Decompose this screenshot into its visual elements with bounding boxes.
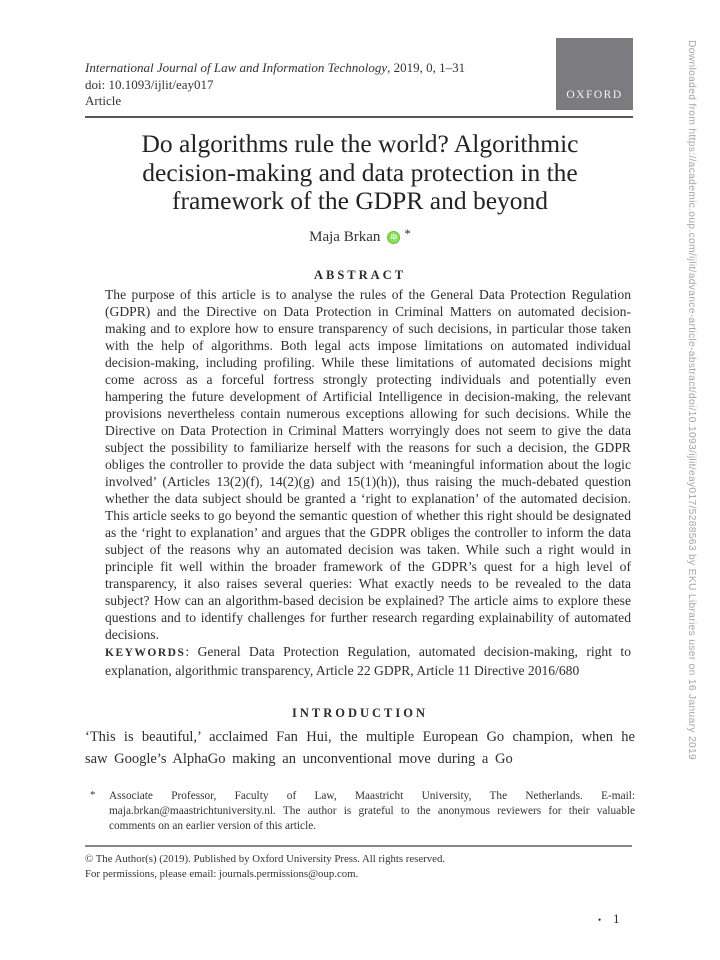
permissions-line: For permissions, please email: journals.permissions@oup.com. (85, 868, 359, 880)
journal-citation-line (85, 60, 465, 77)
keywords-text: : General Data Protection Regulation, automated decision-making, right to explanation, algorithmic transparency, Article 22 GDPR, Article 11 Directive 2016/680 (105, 644, 631, 678)
page-number-value: 1 (613, 912, 620, 926)
copyright-line: © The Author(s) (2019). Published by Oxford University Press. All rights reserved. (85, 853, 446, 865)
keywords-label: KEYWORDS (105, 647, 186, 659)
journal-header (85, 60, 465, 110)
abstract-block (105, 286, 631, 679)
abstract-heading: ABSTRACT (313, 268, 407, 282)
article-title: Do algorithms rule the world? Algorithmic decision-making and data protection in the framework of the GDPR and beyond (141, 129, 579, 215)
author-footnote (90, 789, 635, 833)
page-number (598, 912, 619, 927)
imprint-divider (85, 845, 632, 847)
journal-issue-info: , 2019, 0, 1–31 (387, 60, 466, 75)
keywords-line (105, 643, 631, 679)
abstract-text: The purpose of this article is to analyse the rules of the General Data Protection Regulation (GDPR) and the Directive on Data Protection in Criminal Matters on automated decision-making and to explore how to ensure transparency of such decisions, in particular those taken with the help of algorithms. Both legal acts impose limitations on automated individual decision-making, including profiling. While these limitations of automated decisions might come across as a forceful fortress strongly protecting individuals and potentially even hampering the future development of Artificial Intelligence in decision-making, the relevant provisions nevertheless contain numerous exceptions allowing for such decisions. While the Directive on Data Protection in Criminal Matters worryingly does not seem to give the data subject the possibility to familiarize herself with the reasons for such a decision, the GDPR obliges the controller to provide the data subject with ‘meaningful information about the logic involved’ (Articles 13(2)(f), 14(2)(g) and 15(1)(h)), thus raising the much-debated question whether the data subject should be granted a ‘right to explanation’ of the automated decision. This article seeks to go beyond the semantic question of whether this right should be designated as the ‘right to explanation’ and argues that the GDPR obliges the controller to inform the data subject of the reasons why an automated decision was taken. While such a right would in principle fit well within the broader framework of the GDPR’s quest for a high level of transparency, it also raises several queries: What exactly needs to be revealed to the data subject? How can an algorithm-based decision be explained? The article aims to explore these questions and to identify challenges for further research regarding explainability of automated decisions. (105, 287, 631, 642)
orcid-icon: iD (387, 231, 400, 244)
footnote-marker: * (90, 789, 96, 801)
author-line (0, 225, 720, 246)
author-footnote-marker: * (404, 225, 411, 241)
author-name: Maja Brkan (309, 229, 381, 245)
footnote-text: Associate Professor, Faculty of Law, Maastricht University, The Netherlands. E-mail: maja.brkan@maastrichtuniversity.nl. The author is grateful to the anonymous reviewers for their valuable comments on an earlier version of this article. (109, 790, 635, 832)
header-divider (85, 116, 633, 118)
download-watermark: Downloaded from https://academic.oup.com/ijlit/advance-article-abstract/doi/10.1093/ijlit/eay017/5288563 by EKU Libraries user on 16 January 2019 (686, 40, 697, 761)
introduction-heading: INTRODUCTION (291, 706, 428, 720)
introduction-paragraph: ‘This is beautiful,’ acclaimed Fan Hui, the multiple European Go champion, when he saw Google’s AlphaGo making an unconventional move during a Go (85, 729, 635, 767)
oxford-publisher-logo (556, 38, 633, 110)
doi-line: doi: 10.1093/ijlit/eay017 (85, 76, 214, 92)
page-number-bullet: • (598, 914, 602, 925)
imprint-block (85, 852, 632, 882)
journal-name: International Journal of Law and Information Technology (85, 60, 388, 75)
article-type-label: Article (85, 93, 122, 108)
oxford-logo-text: OXFORD (566, 89, 623, 101)
